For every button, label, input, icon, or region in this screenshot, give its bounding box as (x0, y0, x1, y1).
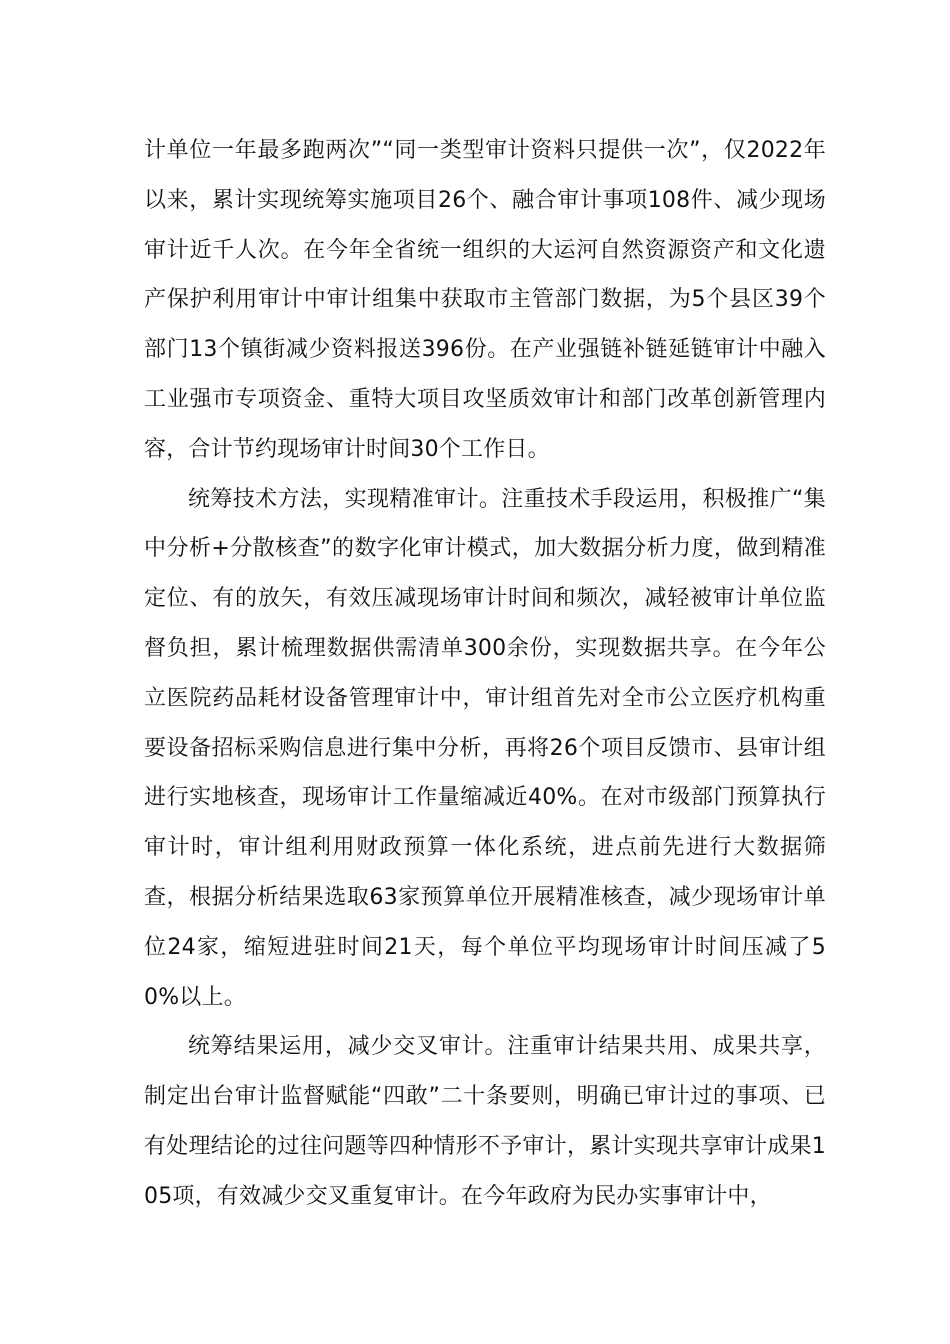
paragraph-continuation: 计单位一年最多跑两次”“同一类型审计资料只提供一次”，仅2022年以来，累计实现统筹实施项目26个、融合审计事项108件、减少现场审计近千人次。在今年全省统一组织的大运河自然资源资产和文化遗产保护利用审计中审计组集中获取市主管部门数据，为5个县区39个部门13个镇街减少资料报送396份。在产业强链补链延链审计中融入工业强市专项资金、重特大项目攻坚质效审计和部门改革创新管理内容，合计节约现场审计时间30个工作日。 (144, 138, 826, 462)
paragraph-result-application: 统筹结果运用，减少交叉审计。注重审计结果共用、成果共享，制定出台审计监督赋能“四敢”二十条要则，明确已审计过的事项、已有处理结论的过往问题等四种情形不予审计，累计实现共享审计成果105项，有效减少交叉重复审计。在今年政府为民办实事审计中， (144, 1034, 826, 1209)
paragraph-technical-methods: 统筹技术方法，实现精准审计。注重技术手段运用，积极推广“集中分析+分散核查”的数字化审计模式，加大数据分析力度，做到精准定位、有的放矢，有效压减现场审计时间和频次，减轻被审计单位监督负担，累计梳理数据供需清单300余份，实现数据共享。在今年公立医院药品耗材设备管理审计中，审计组首先对全市公立医疗机构重要设备招标采购信息进行集中分析，再将26个项目反馈市、县审计组进行实地核查，现场审计工作量缩减近40%。在对市级部门预算执行审计时，审计组利用财政预算一体化系统，进点前先进行大数据筛查，根据分析结果选取63家预算单位开展精准核查，减少现场审计单位24家，缩短进驻时间21天，每个单位平均现场审计时间压减了50%以上。 (144, 486, 826, 1010)
document-page (144, 126, 826, 1222)
